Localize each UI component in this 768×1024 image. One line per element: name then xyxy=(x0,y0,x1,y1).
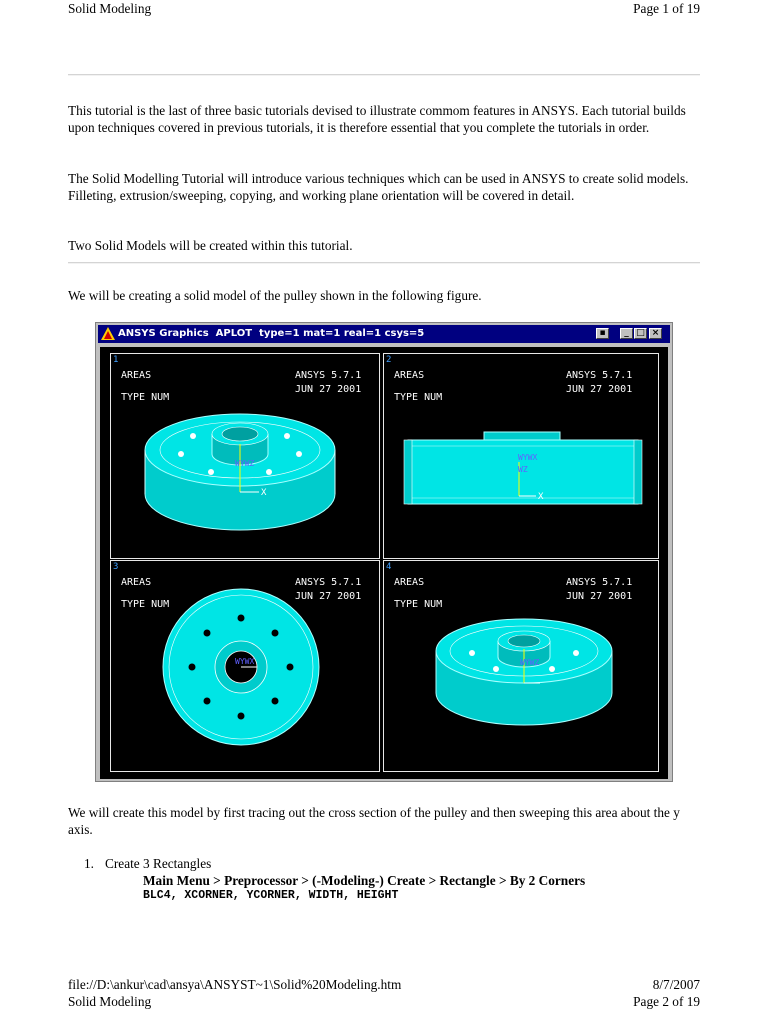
viewport-label: AREAS xyxy=(394,577,425,588)
minimize-icon: _ xyxy=(620,328,633,339)
viewport-number: 3 xyxy=(113,562,119,572)
viewport-version: ANSYS 5.7.1 xyxy=(566,577,633,588)
viewport-number: 2 xyxy=(386,355,392,365)
command-syntax: BLC4, XCORNER, YCORNER, WIDTH, HEIGHT xyxy=(143,889,399,902)
intro-paragraph: This tutorial is the last of three basic tutorials devised to illustrate commom features in ANSYS. Each tutorial builds upon techniques covered in previous tutorials, it is therefore essential that you complete the tutorials in order. xyxy=(68,103,686,135)
footer-title: Solid Modeling xyxy=(68,994,152,1009)
figure-title-bar xyxy=(98,325,670,343)
pulley-paragraph: We will be creating a solid model of the pulley shown in the following figure. xyxy=(68,288,482,303)
footer-page-number: Page 2 of 19 xyxy=(633,994,700,1009)
close-icon: × xyxy=(649,328,662,339)
viewport-date: JUN 27 2001 xyxy=(295,384,362,395)
svg-text:WYWX: WYWX xyxy=(518,453,538,462)
pulley-side-view xyxy=(384,354,658,558)
graphics-area xyxy=(100,347,668,779)
window-menu-icon: ▪ xyxy=(596,328,609,339)
viewport-version: ANSYS 5.7.1 xyxy=(566,370,633,381)
method-paragraph: We will create this model by first tracing out the cross section of the pulley and then sweeping this area about the y axis. xyxy=(68,805,680,837)
viewport-version: ANSYS 5.7.1 xyxy=(295,370,362,381)
viewport-label: AREAS xyxy=(121,370,152,381)
svg-text:WZ: WZ xyxy=(518,465,528,474)
svg-text:X: X xyxy=(538,492,544,502)
viewport-sub: TYPE NUM xyxy=(394,599,443,610)
step-number: 1. xyxy=(84,856,94,871)
viewport-sub: TYPE NUM xyxy=(121,599,170,610)
viewport-date: JUN 27 2001 xyxy=(566,384,633,395)
pulley-top-view xyxy=(111,561,379,771)
footer-date: 8/7/2007 xyxy=(652,977,700,992)
header-page-number: Page 1 of 19 xyxy=(633,1,700,16)
overview-paragraph: The Solid Modelling Tutorial will introduce various techniques which can be used in ANSYS to create solid models. Filleting, extrusion/sweeping, copying, and working plane orientation will be covered in detail. xyxy=(68,171,689,203)
viewport-number: 4 xyxy=(386,562,392,572)
viewport-sub: TYPE NUM xyxy=(121,392,170,403)
viewport-3 xyxy=(110,560,380,772)
menu-path: Main Menu > Preprocessor > (-Modeling-) Create > Rectangle > By 2 Corners xyxy=(143,873,586,888)
viewport-4 xyxy=(383,560,659,772)
viewport-label: AREAS xyxy=(121,577,152,588)
svg-text:X: X xyxy=(261,488,267,498)
viewport-1 xyxy=(110,353,380,559)
header-title: Solid Modeling xyxy=(68,1,152,16)
ansys-graphics-figure xyxy=(95,322,673,782)
viewport-date: JUN 27 2001 xyxy=(295,591,362,602)
viewport-date: JUN 27 2001 xyxy=(566,591,633,602)
viewport-version: ANSYS 5.7.1 xyxy=(295,577,362,588)
figure-window-title: ANSYS Graphics APLOT type=1 mat=1 real=1 csys=5 xyxy=(118,328,425,339)
pulley-oblique-view xyxy=(384,561,658,771)
divider xyxy=(68,262,700,264)
viewport-label: AREAS xyxy=(394,370,425,381)
svg-text:WYWZ: WYWZ xyxy=(235,459,255,468)
pulley-iso-view xyxy=(111,354,379,558)
viewport-number: 1 xyxy=(113,355,119,365)
ansys-logo-icon xyxy=(101,327,115,340)
models-paragraph: Two Solid Models will be created within this tutorial. xyxy=(68,238,353,253)
viewport-2 xyxy=(383,353,659,559)
footer-url: file://D:\ankur\cad\ansya\ANSYST~1\Solid%20Modeling.htm xyxy=(68,977,402,992)
step-title: Create 3 Rectangles xyxy=(105,856,212,871)
svg-text:WYWX: WYWX xyxy=(235,657,255,666)
svg-text:WYWZ: WYWZ xyxy=(520,658,540,667)
divider xyxy=(68,74,700,76)
maximize-icon: □ xyxy=(634,328,647,339)
viewport-sub: TYPE NUM xyxy=(394,392,443,403)
